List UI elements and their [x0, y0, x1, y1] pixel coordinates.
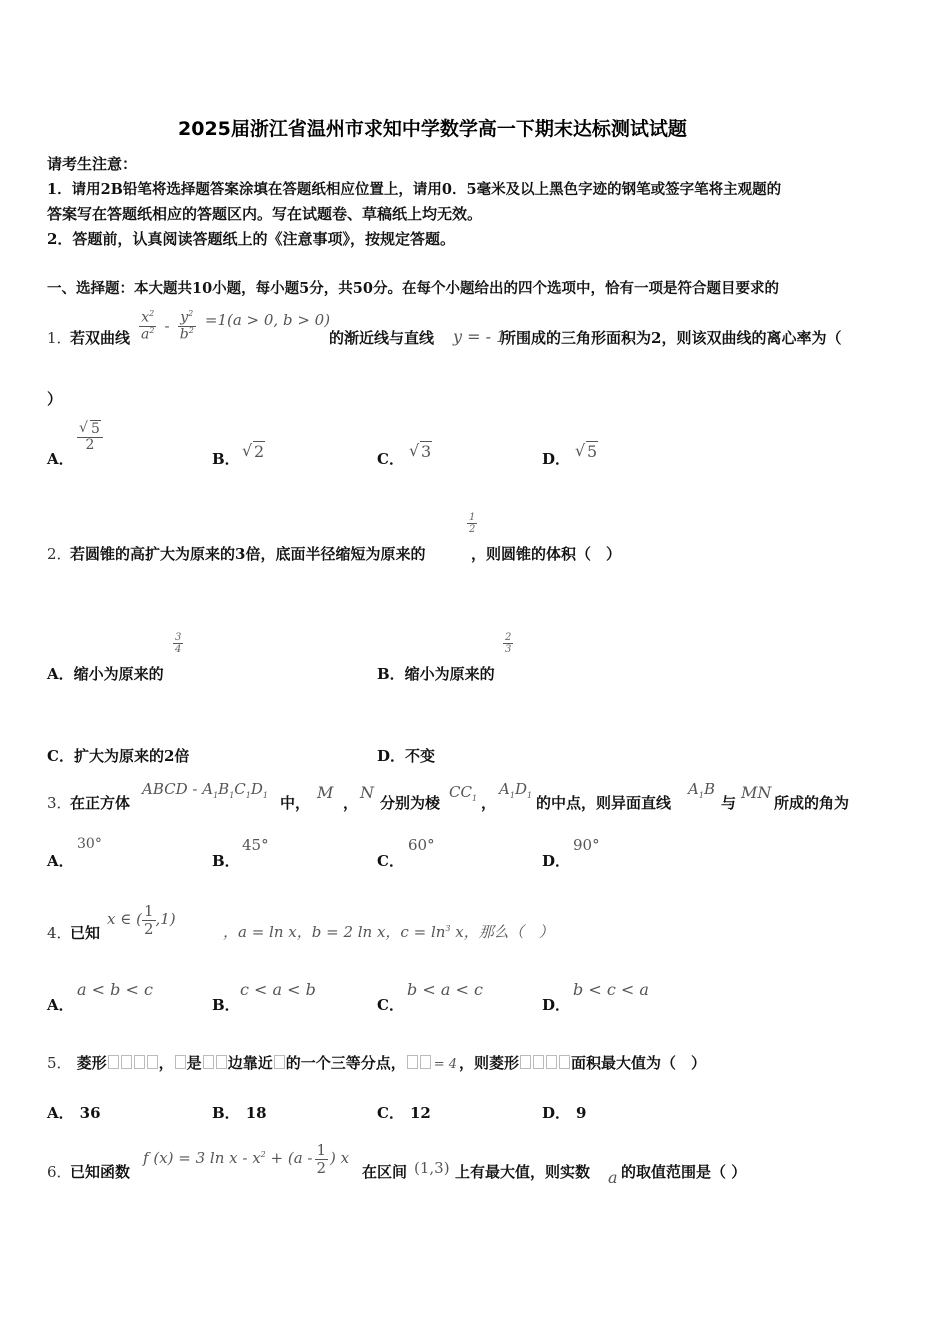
missing-glyph — [406, 1053, 432, 1072]
question-text: 边靠近 — [227, 1054, 273, 1072]
option-value: 30° — [77, 836, 102, 852]
section-heading: 一、选择题：本大题共10小题，每小题5分，共50分。在每个小题给出的四个选项中，恰有一项是符合题目要求的 — [47, 280, 779, 297]
question-number: 3． — [47, 794, 72, 812]
option-label: D． — [542, 996, 571, 1014]
question-number: 1． — [47, 329, 72, 347]
option-value: 60° — [408, 836, 435, 854]
option-label: B． — [212, 996, 240, 1014]
option-value: a < b < c — [77, 980, 153, 999]
option-label: C． — [377, 852, 404, 870]
option-text: A．缩小为原来的 — [47, 665, 164, 683]
interval: (1,3) — [414, 1159, 450, 1177]
question-number: 6． — [47, 1163, 72, 1181]
option-value: c < a < b — [240, 980, 316, 999]
q5-option-a[interactable]: A． 36 — [47, 1104, 101, 1122]
point-n: N — [360, 783, 374, 802]
q2-option-d[interactable]: D．不变 — [377, 747, 436, 765]
option-value: 45° — [242, 836, 269, 854]
option-value: b < a < c — [407, 980, 483, 999]
equation: = 4 — [433, 1057, 458, 1072]
question-number: 4． — [47, 924, 72, 942]
question-text: 所围成的三角形面积为2，则该双曲线的离心率为（ — [501, 329, 842, 347]
question-text: 的渐近线与直线 — [329, 329, 435, 347]
option-value: 90° — [573, 836, 600, 854]
missing-glyph — [202, 1053, 228, 1072]
question-text: 是 — [186, 1054, 202, 1072]
option-value: √ $\frac{5}{2}$ — [77, 422, 103, 454]
missing-glyph — [175, 1055, 186, 1069]
option-value: √ 3 — [409, 442, 432, 461]
edge-a1d1: $A_1D_1$ — [499, 780, 533, 800]
missing-glyph — [274, 1055, 285, 1069]
line-equation: y = - 1 — [453, 327, 507, 346]
question-text: ， — [343, 794, 359, 812]
q5-option-c[interactable]: C． 12 — [377, 1104, 431, 1122]
q5-option-b[interactable]: B． 18 — [212, 1104, 267, 1122]
option-label: C． — [377, 450, 404, 468]
fraction-half: $\frac{1}{2}$ — [469, 512, 476, 535]
question-text: 面积最大值为（ ） — [571, 1054, 707, 1072]
notice-heading: 请考生注意： — [47, 155, 138, 173]
x-range: x ∈ ( $\frac{1}{2}$ ,1) — [107, 902, 176, 938]
question-text: 的取值范围是（ ） — [621, 1163, 747, 1181]
option-label: D． — [542, 852, 571, 870]
question-text: 上有最大值，则实数 — [455, 1163, 591, 1181]
option-label: C． — [377, 996, 404, 1014]
option-label: A． — [47, 852, 74, 870]
notice-line-1b: 答案写在答题纸相应的答题区内。写在试题卷、草稿纸上均无效。 — [47, 205, 483, 223]
option-label: B． — [212, 852, 240, 870]
option-fraction: $\frac{3}{4}$ — [175, 632, 182, 655]
option-value: b < c < a — [573, 980, 649, 999]
notice-line-1a: 1．请用2B铅笔将选择题答案涂填在答题纸相应位置上，请用0．5毫米及以上黑色字迹的钢笔或签字笔将主观题的 — [47, 181, 782, 198]
question-text: 的一个三等分点， — [285, 1054, 406, 1072]
option-fraction: $\frac{2}{3}$ — [505, 632, 512, 655]
question-number: 2． — [47, 545, 72, 563]
q2-option-c[interactable]: C．扩大为原来的2倍 — [47, 747, 190, 765]
missing-glyph — [519, 1053, 571, 1072]
question-text: 中， — [280, 794, 311, 812]
question-number: 5． — [47, 1054, 72, 1072]
point-m: M — [317, 783, 334, 802]
option-label: A． — [47, 450, 74, 468]
question-text: ，则圆锥的体积（ ） — [471, 545, 622, 563]
missing-glyph — [107, 1053, 159, 1072]
question-text: 分别为棱 — [380, 794, 441, 812]
question-text: 若圆锥的高扩大为原来的3倍，底面半径缩短为原来的 — [70, 545, 426, 563]
cube-name: ABCD - $A_1B_1C_1D_1$ — [142, 780, 268, 800]
question-text: 与 — [721, 794, 737, 812]
function-definition: f (x) = 3 $\ln x - x^2 + (a$ - $\frac{1}{2}$ ) x — [143, 1141, 350, 1177]
question-text: ， — [158, 1054, 174, 1072]
option-text: B．缩小为原来的 — [377, 665, 495, 683]
line-mn: MN — [741, 783, 772, 802]
option-value: √ 5 — [575, 442, 598, 461]
question-text: 菱形 — [76, 1054, 107, 1072]
definitions: ，a = ln x，b = 2 ln x，$c = \ln^3 x$，那么（ ） — [223, 923, 554, 941]
page-title: 2025届浙江省温州市求知中学数学高一下期末达标测试试题 — [178, 118, 687, 140]
option-label: D． — [542, 450, 571, 468]
option-label: B． — [212, 450, 240, 468]
variable-a: a — [608, 1168, 618, 1187]
question-text: 已知 — [70, 924, 101, 942]
question-text: 所成的角为 — [774, 794, 850, 812]
question-text: 的中点，则异面直线 — [536, 794, 672, 812]
line-a1b: $A_1B$ — [688, 780, 715, 800]
question-1-close: ） — [47, 390, 63, 408]
question-5 — [47, 1052, 706, 1073]
edge-cc1: $CC_1$ — [449, 783, 478, 803]
notice-line-2: 2．答题前，认真阅读答题纸上的《注意事项》，按规定答题。 — [47, 230, 455, 248]
question-text: 已知函数 — [70, 1163, 131, 1181]
question-text: 若双曲线 — [70, 329, 131, 347]
option-label: A． — [47, 996, 74, 1014]
question-text: ，则菱形 — [459, 1054, 520, 1072]
question-text: 在区间 — [362, 1163, 408, 1181]
option-value: √ 2 — [242, 442, 265, 461]
hyperbola-equation: $\frac{x^2}{a^2}$ - $\frac{y^2}{b^2}$ =1(a > 0, b > 0) — [141, 309, 331, 343]
question-text: ， — [481, 794, 497, 812]
q5-option-d[interactable]: D． 9 — [542, 1104, 587, 1122]
question-text: 在正方体 — [70, 794, 131, 812]
